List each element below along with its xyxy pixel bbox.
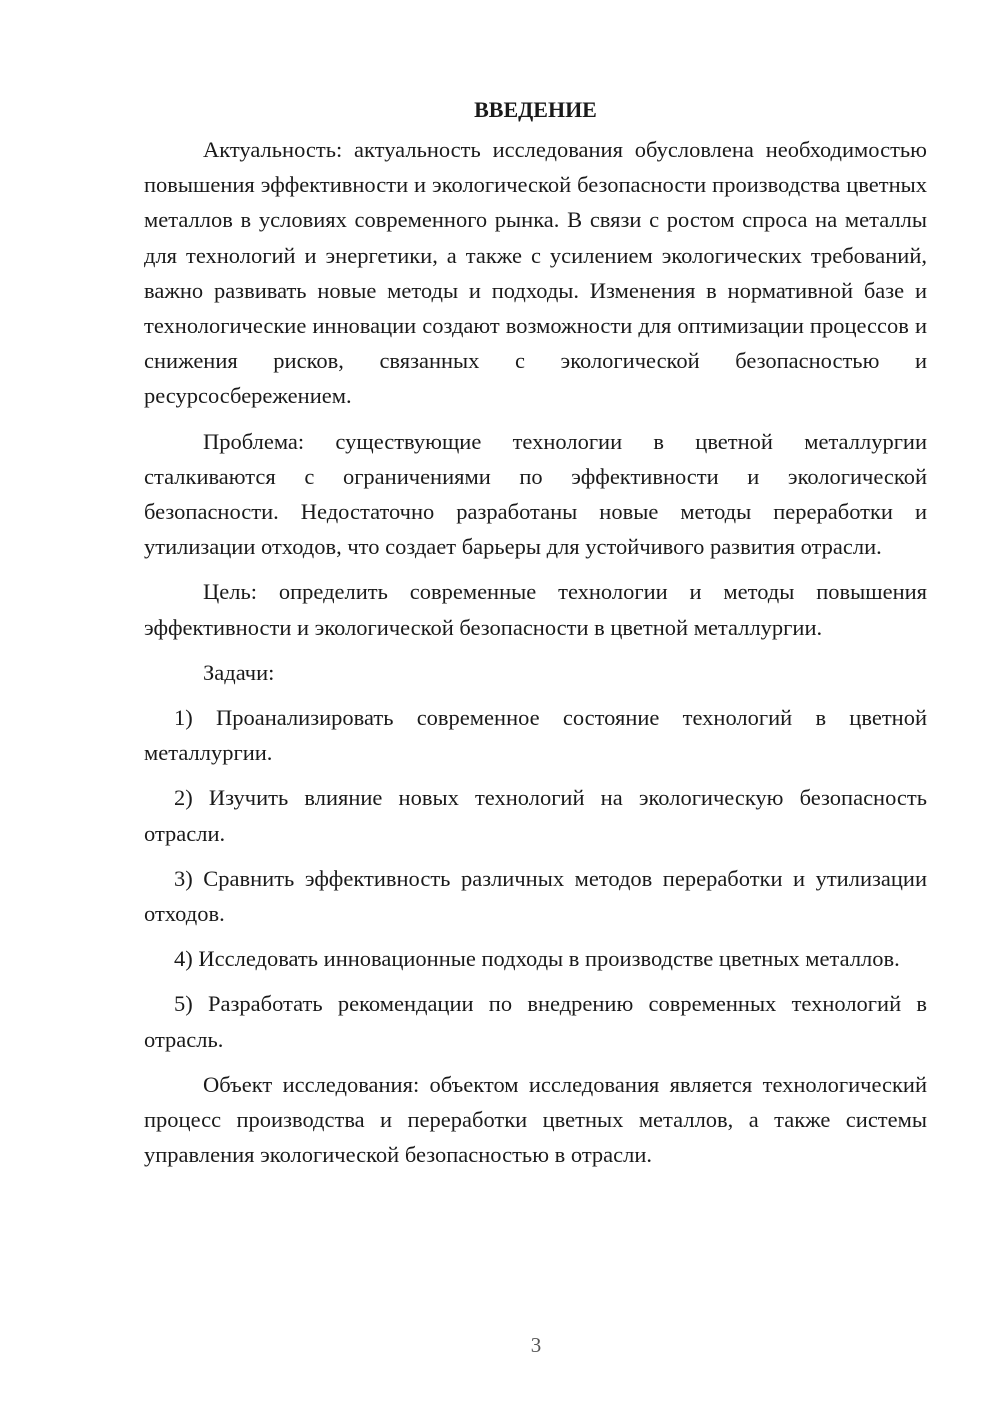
page-number: 3 — [530, 1333, 542, 1357]
goal-paragraph: Цель: определить современные технологии и методы повышения эффективности и экологической безопасности в цветной металлургии. — [144, 579, 927, 640]
task-item: 4) Исследовать инновационные подходы в производстве цветных металлов. — [174, 946, 900, 972]
task-item: 1) Проанализировать современное состояние технологий в цветной металлургии. — [144, 705, 927, 766]
task-item: 5) Разработать рекомендации по внедрению современных технологий в отрасль. — [144, 991, 927, 1052]
document-page — [144, 90, 927, 1182]
page-title: ВВЕДЕНИЕ — [474, 97, 597, 122]
relevance-paragraph: Актуальность: актуальность исследования обусловлена необходимостью повышения эффективности и экологической безопасности производства цветных металлов в условиях современного рынка. В связи с ростом спроса на металлы для технологий и энергетики, а также с усилением экологических требований, важно развивать новые методы и подходы. Изменения в нормативной базе и технологические инновации создают возможности для оптимизации процессов и снижения рисков, связанных с экологической безопасностью и ресурсосбережением. — [144, 137, 927, 409]
tasks-heading: Задачи: — [203, 659, 275, 685]
task-item: 2) Изучить влияние новых технологий на экологическую безопасность отрасли. — [144, 785, 927, 846]
object-paragraph: Объект исследования: объектом исследования является технологический процесс производства и переработки цветных металлов, а также системы управления экологической безопасностью в отрасли. — [144, 1071, 927, 1168]
problem-paragraph: Проблема: существующие технологии в цветной металлургии сталкиваются с ограничениями по эффективности и экологической безопасности. Недостаточно разработаны новые методы переработки и утилизации отходов, что создает барьеры для устойчивого развития отрасли. — [144, 428, 927, 560]
task-item: 3) Сравнить эффективность различных методов переработки и утилизации отходов. — [144, 865, 927, 927]
